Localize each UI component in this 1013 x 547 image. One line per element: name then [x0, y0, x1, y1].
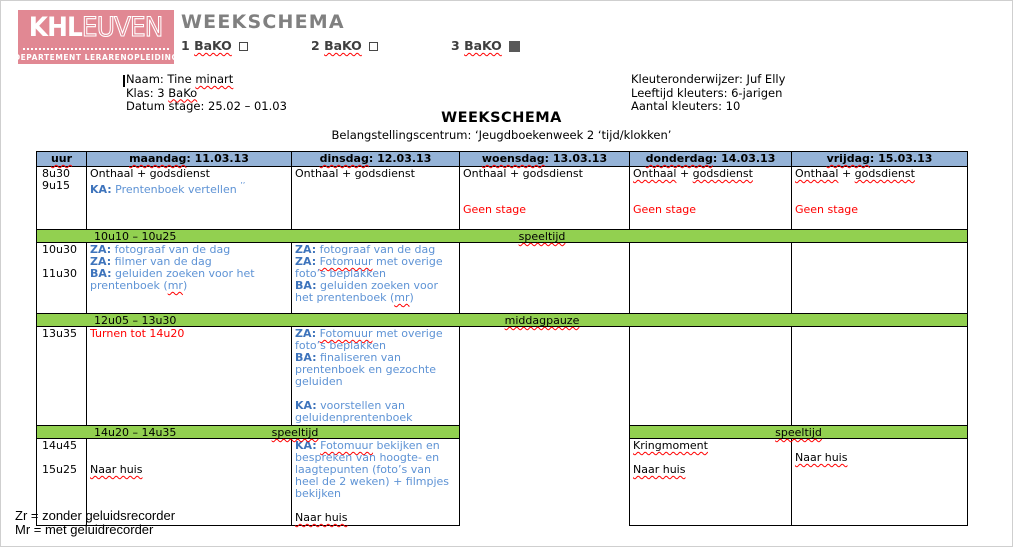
text-segment: ZA: — [90, 255, 112, 268]
text-segment: vrijdag — [826, 152, 870, 165]
cell-r3-uur[interactable] — [37, 327, 87, 426]
text-line — [633, 204, 788, 216]
text-segment: KA: — [90, 183, 112, 196]
header-cell-di — [292, 152, 460, 167]
logo-khl-text: KHL — [29, 12, 83, 43]
text-segment: BaKO — [464, 38, 502, 53]
text-segment: Onthaal + godsdienst — [90, 167, 210, 180]
table-row-r1 — [37, 167, 968, 230]
text-line — [795, 168, 964, 180]
bako-checkbox[interactable] — [239, 42, 248, 51]
text-segment: BA: — [295, 351, 317, 364]
bako-option — [451, 38, 520, 53]
text-line — [42, 268, 83, 280]
bako-option-label — [181, 38, 232, 53]
cell-r3-do[interactable] — [630, 327, 792, 426]
text-segment: Geen stage — [463, 203, 527, 216]
text-line — [795, 180, 964, 192]
cell-r1-do[interactable] — [630, 167, 792, 230]
text-segment: BA: — [90, 267, 112, 280]
text-segment: mr — [167, 279, 183, 292]
text-line — [295, 352, 456, 388]
text-segment: : 15.03.13 — [869, 152, 933, 165]
text-line — [795, 452, 964, 464]
text-segment: 15u25 — [42, 463, 77, 476]
text-segment: Turnen tot 14u20 — [90, 327, 185, 340]
text-segment: Prentenboek vertellen — [111, 183, 241, 196]
info-line — [126, 87, 287, 101]
logo-euven-text: EUVEN — [82, 12, 163, 43]
cell-r4-do[interactable] — [630, 439, 792, 526]
text-line — [295, 400, 456, 424]
text-segment: 3 — [451, 38, 465, 53]
text-segment: KA: — [295, 439, 317, 452]
text-segment: Naar huis — [795, 451, 848, 464]
header-cell-do — [630, 152, 792, 167]
text-line — [295, 280, 456, 304]
text-segment: finaliseren van prentenboek en gezochte geluiden — [295, 351, 436, 388]
text-segment: Geen stage — [795, 203, 859, 216]
text-segment: Kringmoment — [633, 439, 708, 452]
text-segment: fotograaf van de dag — [111, 243, 231, 256]
cell-r2-ma[interactable] — [87, 243, 292, 314]
text-line — [295, 440, 456, 500]
cell-r4-di[interactable] — [292, 439, 460, 526]
bako-option-label — [311, 38, 362, 53]
text-segment: Fotomuur — [320, 439, 374, 452]
text-segment: minart — [195, 72, 234, 86]
text-line — [795, 204, 964, 216]
table-row-r4 — [37, 439, 968, 526]
info-right-block — [631, 73, 785, 114]
header-cell-wo — [460, 152, 630, 167]
table-row-g3 — [37, 426, 968, 439]
header-cell-vr — [792, 152, 968, 167]
text-segment: Fotomuur — [319, 327, 373, 340]
text-line — [90, 168, 288, 180]
band-g3-right — [630, 426, 968, 439]
text-segment: woensdag — [481, 152, 545, 165]
text-segment: BaKo — [168, 85, 198, 100]
cell-r1-ma[interactable] — [87, 167, 292, 230]
bako-options — [1, 38, 1012, 54]
bako-option — [311, 38, 378, 53]
text-line — [633, 464, 788, 476]
text-segment: 14u45 — [42, 439, 77, 452]
bako-option — [181, 38, 248, 53]
info-left-block — [126, 73, 287, 114]
text-line — [295, 168, 456, 180]
logo-dept-text: DEPARTEMENT LERARENOPLEIDING — [13, 53, 179, 62]
band-g3-gap — [460, 426, 630, 439]
text-segment: : 12.03.13 — [368, 152, 432, 165]
legend — [15, 509, 175, 537]
band-g3-left — [37, 426, 460, 439]
table-row-g2 — [37, 314, 968, 327]
text-segment: ZA: — [295, 243, 317, 256]
text-line — [633, 180, 788, 192]
text-segment: met overige foto’s beplakken — [295, 327, 443, 352]
text-line — [463, 180, 626, 192]
schedule-table — [36, 151, 968, 526]
text-segment: 13u35 — [42, 327, 77, 340]
text-segment: 10u30 — [42, 243, 77, 256]
text-line — [295, 328, 456, 352]
text-segment: BA: — [295, 279, 317, 292]
text-segment: BaKO — [194, 38, 232, 53]
cell-r2-uur[interactable] — [37, 243, 87, 314]
cell-r2-do[interactable] — [630, 243, 792, 314]
schedule-header — [37, 152, 968, 167]
cell-r2-di[interactable] — [292, 243, 460, 314]
band-time-range: 10u10 – 10u25 — [94, 230, 177, 243]
text-line — [42, 440, 83, 452]
cell-r3-ma[interactable] — [87, 327, 292, 426]
text-segment: Datum stage: 25.02 – 01.03 — [126, 99, 287, 113]
band-label: middagpauze — [504, 314, 580, 327]
info-line — [126, 73, 287, 87]
text-segment: 8u30 — [42, 167, 70, 180]
text-segment: BaKO — [324, 38, 362, 53]
text-line — [42, 244, 83, 256]
band-time-range: 12u05 – 13u30 — [94, 314, 177, 327]
text-segment: Onthaal — [633, 167, 677, 180]
doc-subtitle: Belangstellingscentrum: ‘Jeugdboekenweek 2 ‘tijd/klokken’ — [331, 128, 672, 142]
text-segment: : 13.03.13 — [544, 152, 608, 165]
cell-r2-wo[interactable] — [460, 243, 630, 314]
text-line — [90, 464, 288, 476]
text-line — [42, 464, 83, 476]
text-line — [463, 204, 626, 216]
text-segment: 1 — [181, 38, 195, 53]
text-line — [42, 328, 83, 340]
band-time-range: 14u20 – 14u35 — [94, 426, 177, 439]
text-segment: Naar huis — [295, 511, 348, 524]
cell-r3-di[interactable] — [292, 327, 460, 426]
text-segment: ZA: — [295, 327, 317, 340]
bako-checkbox[interactable] — [369, 42, 378, 51]
text-segment: ZA: — [90, 243, 112, 256]
text-segment: Naam: Tine — [126, 72, 196, 86]
cell-r4-vr[interactable] — [792, 439, 968, 526]
legend-line-mr: Mr = met geluidrecorder — [15, 522, 154, 537]
doc-title: WEEKSCHEMA — [441, 110, 562, 126]
text-segment: bekijken en bespreken van hoogte- en laagtepunten (foto’s van heel de 2 weken) + filmpjes bekijken — [295, 439, 450, 500]
text-line — [90, 328, 288, 340]
legend-line-zr: Zr = zonder geluidsrecorder — [15, 508, 176, 523]
text-segment: voorstellen van geluidenprentenboek — [295, 399, 413, 424]
text-segment: Klas: 3 — [126, 85, 169, 100]
text-segment: Fotomuur — [319, 255, 373, 268]
text-cursor — [123, 75, 125, 87]
text-segment: + — [838, 167, 855, 180]
text-segment: : 11.03.13 — [186, 152, 249, 165]
cell-r1-vr[interactable] — [792, 167, 968, 230]
text-segment: Geen stage — [633, 203, 697, 216]
text-line — [633, 440, 788, 452]
cell-r1-uur[interactable] — [37, 167, 87, 230]
text-line — [42, 180, 83, 192]
cell-r1-wo[interactable] — [460, 167, 630, 230]
text-line — [90, 180, 288, 196]
text-segment: Onthaal — [795, 167, 839, 180]
text-line — [295, 256, 456, 280]
cell-r4-wo — [460, 439, 630, 526]
cell-r1-di[interactable] — [292, 167, 460, 230]
text-segment: 2 — [311, 38, 325, 53]
info-line-teacher: Kleuteronderwijzer: Juf Elly — [631, 72, 786, 86]
text-line — [633, 168, 788, 180]
text-segment: geluiden zoeken voor het prentenboek ( — [295, 279, 439, 304]
text-segment: godsdienst — [854, 167, 915, 180]
text-segment: maandag — [129, 152, 187, 165]
cell-r2-vr[interactable] — [792, 243, 968, 314]
text-segment: uur — [50, 152, 73, 165]
text-segment: fotograaf van de dag — [316, 243, 436, 256]
bako-checkbox[interactable] — [509, 41, 520, 52]
weekschema-heading: WEEKSCHEMA — [181, 11, 345, 33]
text-line — [90, 440, 288, 452]
table-row-r3 — [37, 327, 968, 426]
text-segment: + — [676, 167, 693, 180]
band-label: speeltijd — [518, 230, 566, 243]
band-g1 — [37, 230, 968, 243]
schedule-body — [37, 167, 968, 526]
text-segment: geluiden zoeken voor het prentenboek ( — [90, 267, 255, 292]
text-line — [90, 268, 288, 292]
text-segment: : 14.03.13 — [712, 152, 776, 165]
cell-r3-vr[interactable] — [792, 327, 968, 426]
band-label: speeltijd — [271, 426, 319, 439]
text-segment: Naar huis — [90, 463, 143, 476]
text-segment: Onthaal + godsdienst — [295, 167, 415, 180]
text-line — [463, 168, 626, 180]
table-row-r2 — [37, 243, 968, 314]
band-g2 — [37, 314, 968, 327]
text-segment: Naar huis — [633, 463, 686, 476]
text-segment: dinsdag — [319, 152, 369, 165]
info-line-age: Leeftijd kleuters: 6-jarigen — [631, 85, 783, 100]
text-segment: mr — [394, 291, 410, 304]
text-segment: 11u30 — [42, 267, 77, 280]
text-segment: Onthaal + godsdienst — [463, 167, 583, 180]
khl-logo — [13, 10, 179, 64]
text-segment: ) — [182, 279, 188, 292]
cell-r3-wo — [460, 327, 630, 426]
text-segment: ’’ — [240, 181, 246, 190]
text-segment: met overige foto’s beplakken — [295, 255, 443, 280]
text-segment: KA: — [295, 399, 317, 412]
text-segment: ) — [409, 291, 414, 304]
info-line-count: Aantal kleuters: 10 — [631, 99, 741, 113]
band-label: speeltijd — [775, 426, 822, 439]
text-segment: ZA: — [295, 255, 317, 268]
bako-option-label — [451, 38, 502, 53]
header-cell-ma — [87, 152, 292, 167]
text-line — [295, 512, 456, 524]
table-row-g1 — [37, 230, 968, 243]
text-segment: filmer van de dag — [111, 255, 212, 268]
text-segment: 9u15 — [42, 179, 70, 192]
header-cell-uur — [37, 152, 87, 167]
text-segment: godsdienst — [692, 167, 753, 180]
text-segment: donderdag — [645, 152, 713, 165]
